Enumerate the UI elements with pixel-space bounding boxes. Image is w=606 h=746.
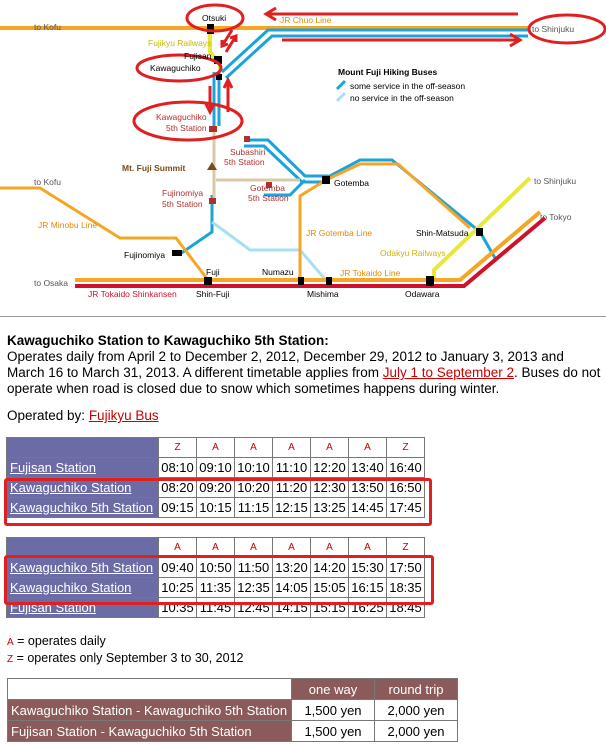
label-to-kofu-mid: to Kofu xyxy=(34,177,61,187)
departure-time: 12:30 xyxy=(311,478,349,498)
label-mt-fuji-summit: Mt. Fuji Summit xyxy=(122,163,186,173)
departure-time: 10:20 xyxy=(235,478,273,498)
departure-time: 13:25 xyxy=(311,498,349,518)
label-to-shinjuku-top: to Shinjuku xyxy=(532,24,575,34)
service-code: A xyxy=(235,538,273,558)
label-shin-matsuda: Shin-Matsuda xyxy=(416,228,469,238)
departure-time: 10:10 xyxy=(235,458,273,478)
station-link[interactable]: Kawaguchiko Station xyxy=(10,480,132,495)
service-code: A xyxy=(235,438,273,458)
service-code: A xyxy=(349,538,387,558)
departure-time: 10:50 xyxy=(197,558,235,578)
departure-time: 11:10 xyxy=(273,458,311,478)
label-fujinomiya5-2: 5th Station xyxy=(162,199,203,209)
fare-roundtrip: 2,000 yen xyxy=(375,700,458,721)
label-jr-gotemba-line: JR Gotemba Line xyxy=(306,228,373,238)
route-map xyxy=(0,0,606,310)
departure-time: 11:50 xyxy=(235,558,273,578)
label-gotemba5-2: 5th Station xyxy=(248,193,289,203)
label-kawaguchiko-5th-1: Kawaguchiko xyxy=(156,112,207,122)
highlight-box-downhill xyxy=(4,555,434,605)
label-subashiri-2: 5th Station xyxy=(224,157,265,167)
departure-time: 11:20 xyxy=(273,478,311,498)
departure-time: 12:35 xyxy=(235,578,273,598)
departure-time: 16:50 xyxy=(387,478,425,498)
label-shin-fuji: Shin-Fuji xyxy=(196,289,230,299)
label-jr-chuo-line: JR Chuo Line xyxy=(280,15,332,25)
departure-time: 11:15 xyxy=(235,498,273,518)
station-link[interactable]: Kawaguchiko 5th Station xyxy=(10,500,154,515)
label-mishima: Mishima xyxy=(307,289,339,299)
operator-link[interactable]: Fujikyu Bus xyxy=(88,408,159,423)
section-description xyxy=(7,349,605,397)
departure-time: 18:35 xyxy=(387,578,425,598)
fare-header-roundtrip: round trip xyxy=(375,679,458,700)
departure-time: 15:15 xyxy=(311,598,349,618)
description-text-2: . Buses do not operate when road is closed due to snow which sometimes happens during winter. xyxy=(7,365,601,396)
highlight-box-uphill xyxy=(4,478,432,526)
label-jr-minobu-line: JR Minobu Line xyxy=(38,220,98,230)
legend-text-a: = operates daily xyxy=(13,634,106,648)
fares-table xyxy=(7,678,458,742)
departure-time: 14:20 xyxy=(311,558,349,578)
departure-time: 14:15 xyxy=(273,598,311,618)
departure-time: 14:05 xyxy=(273,578,311,598)
label-odawara: Odawara xyxy=(405,289,440,299)
service-code: Z xyxy=(387,438,425,458)
station-link[interactable]: Kawaguchiko 5th Station xyxy=(10,560,154,575)
service-code: A xyxy=(311,438,349,458)
departure-time: 16:40 xyxy=(387,458,425,478)
departure-time: 08:10 xyxy=(159,458,197,478)
label-legend-no: no service in the off-season xyxy=(350,93,454,103)
summer-timetable-link[interactable]: July 1 to September 2 xyxy=(382,365,515,380)
departure-time: 12:45 xyxy=(235,598,273,618)
service-code: A xyxy=(197,438,235,458)
departure-time: 13:20 xyxy=(273,558,311,578)
station-link[interactable]: Fujisan Station xyxy=(10,600,96,615)
service-code: Z xyxy=(159,438,197,458)
label-kawaguchiko-5th-2: 5th Station xyxy=(166,123,207,133)
description-text-1: Operates daily from April 2 to December 2, 2012, December 29, 2012 to January 3, 2013 and March 16 to March 31, 2013. A different timetable applies from xyxy=(7,349,564,380)
service-code: A xyxy=(273,538,311,558)
departure-time: 18:45 xyxy=(387,598,425,618)
legend-text-z: = operates only September 3 to 30, 2012 xyxy=(13,651,244,665)
departure-time: 10:35 xyxy=(159,598,197,618)
departure-time: 11:45 xyxy=(197,598,235,618)
fare-route: Kawaguchiko Station - Kawaguchiko 5th Station xyxy=(8,700,292,721)
label-numazu: Numazu xyxy=(262,267,294,277)
legend-operates-september xyxy=(7,651,243,665)
table-row xyxy=(8,721,458,742)
timetable-header-row xyxy=(7,438,425,458)
departure-time: 17:50 xyxy=(387,558,425,578)
service-code: A xyxy=(349,438,387,458)
service-code: A xyxy=(159,538,197,558)
fares-header-row xyxy=(8,679,458,700)
label-gotemba: Gotemba xyxy=(334,178,369,188)
fare-oneway: 1,500 yen xyxy=(292,721,375,742)
departure-time: 09:15 xyxy=(159,498,197,518)
label-fuji: Fuji xyxy=(206,267,220,277)
label-to-tokyo: to Tokyo xyxy=(540,212,572,222)
label-fujikyu-railways: Fujikyu Railways xyxy=(148,38,212,48)
departure-time: 10:25 xyxy=(159,578,197,598)
operated-by-label: Operated by: xyxy=(7,408,89,423)
departure-time: 11:35 xyxy=(197,578,235,598)
label-otsuki: Otsuki xyxy=(202,13,227,23)
section-heading: Kawaguchiko Station to Kawaguchiko 5th Station: xyxy=(7,333,329,348)
departure-time: 16:15 xyxy=(349,578,387,598)
service-code: Z xyxy=(387,538,425,558)
horizontal-divider xyxy=(0,316,606,317)
legend-some-line xyxy=(337,81,345,89)
departure-time: 14:45 xyxy=(349,498,387,518)
legend-key-z: Z xyxy=(7,654,14,665)
label-subashiri-1: Subashiri xyxy=(230,147,266,157)
fare-oneway: 1,500 yen xyxy=(292,700,375,721)
label-legend-title: Mount Fuji Hiking Buses xyxy=(338,67,438,77)
departure-time: 17:45 xyxy=(387,498,425,518)
departure-time: 16:25 xyxy=(349,598,387,618)
table-row xyxy=(7,458,425,478)
legend-key-a: A xyxy=(7,637,14,648)
service-code: A xyxy=(311,538,349,558)
legend-operates-daily xyxy=(7,634,106,648)
departure-time: 12:20 xyxy=(311,458,349,478)
label-to-kofu-top: to Kofu xyxy=(34,22,61,32)
label-odakyu-railways: Odakyu Railways xyxy=(380,248,446,258)
fare-header-oneway: one way xyxy=(292,679,375,700)
departure-time: 15:30 xyxy=(349,558,387,578)
departure-time: 09:40 xyxy=(159,558,197,578)
departure-time: 15:05 xyxy=(311,578,349,598)
label-jr-tokaido-line: JR Tokaido Line xyxy=(340,268,401,278)
label-fujinomiya: Fujinomiya xyxy=(124,250,166,260)
label-fujinomiya5-1: Fujinomiya xyxy=(162,188,204,198)
departure-time: 10:15 xyxy=(197,498,235,518)
service-code: A xyxy=(197,538,235,558)
station-link[interactable]: Fujisan Station xyxy=(10,460,96,475)
fare-roundtrip: 2,000 yen xyxy=(375,721,458,742)
label-jr-tokaido-shinkansen: JR Tokaido Shinkansen xyxy=(88,289,177,299)
service-code: A xyxy=(273,438,311,458)
label-to-osaka: to Osaka xyxy=(34,278,69,288)
legend-no-line xyxy=(337,93,345,101)
departure-time: 08:20 xyxy=(159,478,197,498)
label-fujisan: Fujisan xyxy=(184,51,212,61)
label-kawaguchiko: Kawaguchiko xyxy=(150,63,201,73)
departure-time: 12:15 xyxy=(273,498,311,518)
label-to-shinjuku-mid: to Shinjuku xyxy=(534,176,577,186)
departure-time: 13:50 xyxy=(349,478,387,498)
label-gotemba5-1: Gotemba xyxy=(250,183,285,193)
departure-time: 09:20 xyxy=(197,478,235,498)
fare-route: Fujisan Station - Kawaguchiko 5th Station xyxy=(8,721,292,742)
label-legend-some: some service in the off-season xyxy=(350,81,466,91)
table-row xyxy=(8,700,458,721)
operated-by xyxy=(7,408,605,424)
departure-time: 09:10 xyxy=(197,458,235,478)
departure-time: 13:40 xyxy=(349,458,387,478)
bus-routes xyxy=(180,30,528,258)
station-link[interactable]: Kawaguchiko Station xyxy=(10,580,132,595)
